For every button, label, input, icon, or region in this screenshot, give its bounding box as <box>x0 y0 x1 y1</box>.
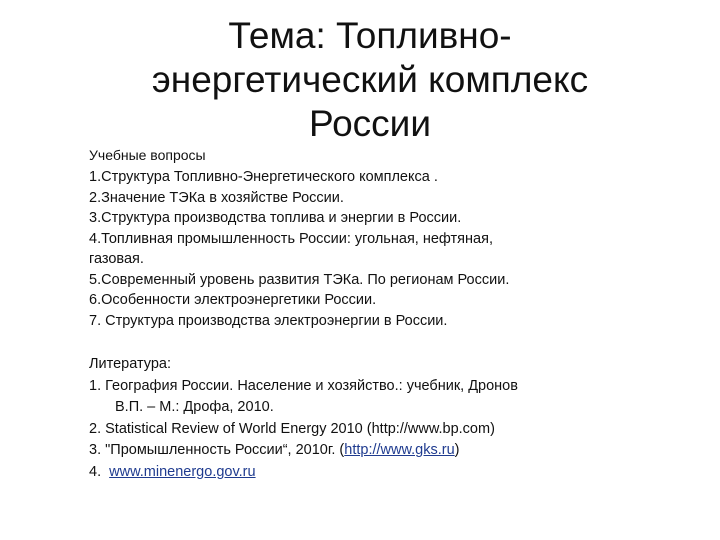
minenergo-link[interactable]: www.minenergo.gov.ru <box>109 463 256 480</box>
literature-item <box>89 462 649 484</box>
question-item: 5.Современный уровень развития ТЭКа. По регионам России. <box>89 271 510 288</box>
title-line-2: энергетический комплекс <box>151 59 589 100</box>
title-line-1: Тема: Топливно- <box>228 15 512 56</box>
literature-section <box>89 354 649 483</box>
question-item: 2.Значение ТЭКа в хозяйстве России. <box>89 189 344 206</box>
question-item: 1.Структура Топливно-Энергетического комплекса . <box>89 169 438 185</box>
literature-item-text: 4. <box>89 463 110 480</box>
literature-item: 1. География России. Население и хозяйство.: учебник, Дронов <box>89 377 518 394</box>
literature-item-text: ) <box>454 442 460 458</box>
literature-heading: Литература: <box>89 356 172 372</box>
literature-item: 2. Statistical Review of World Energy 2010 (http://www.bp.com) <box>89 420 495 437</box>
questions-list <box>89 167 629 331</box>
question-item-continuation: газовая. <box>89 251 144 267</box>
literature-item-text: 3. "Промышленность России“, 2010г. ( <box>89 442 345 458</box>
literature-item <box>89 440 649 462</box>
question-item: 4.Топливная промышленность России: угольная, нефтяная, <box>89 230 493 247</box>
title-line-3: России <box>309 103 431 144</box>
question-item: 7. Структура производства электроэнергии в России. <box>89 312 448 329</box>
literature-item-continuation: В.П. – М.: Дрофа, 2010. <box>115 399 274 415</box>
question-item: 3.Структура производства топлива и энергии в России. <box>89 210 462 226</box>
study-questions-label: Учебные вопросы <box>89 147 206 163</box>
slide-title <box>60 14 680 146</box>
question-item: 6.Особенности электроэнергетики России. <box>89 292 377 308</box>
gks-link[interactable]: http://www.gks.ru <box>344 442 455 458</box>
